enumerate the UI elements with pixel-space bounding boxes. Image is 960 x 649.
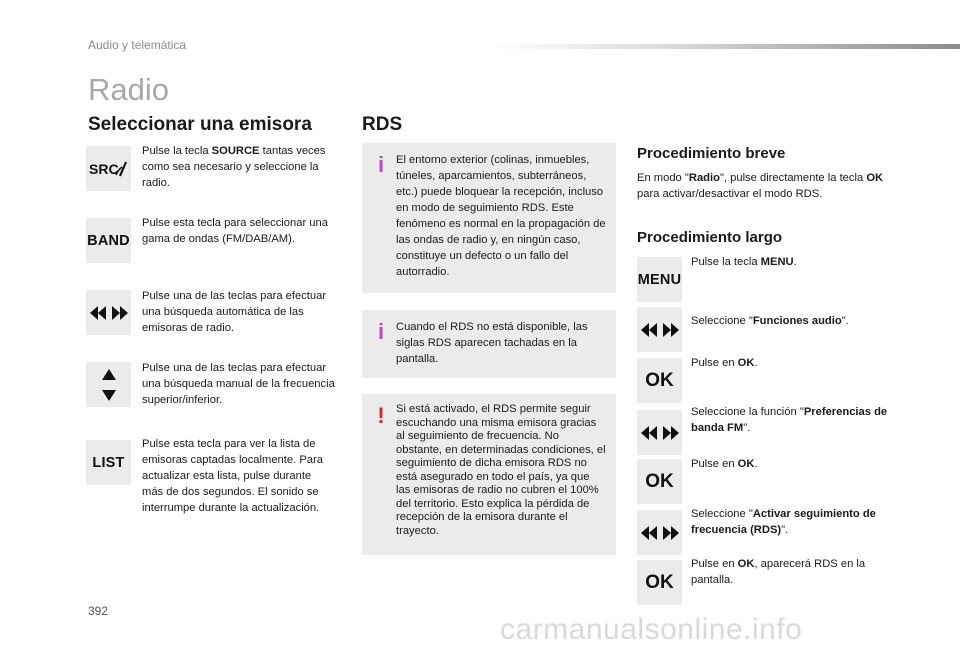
seek-keys-icon [637,510,682,555]
step-5-text: Pulse en OK. [691,458,758,470]
step-1-text: Pulse la tecla MENU. [691,256,797,268]
ok-key: OK [637,459,682,504]
band-key: BAND [86,218,131,263]
warning-icon: ! [377,403,385,428]
src-key-icon [86,146,131,191]
header-gradient-bar [490,44,960,49]
page-number: 392 [88,604,109,618]
seek-keys-icon [86,290,131,335]
select-station-heading: Seleccionar una emisora [88,114,312,135]
src-instruction: Pulse la tecla SOURCE tantas veces como sea necesario y seleccione la radio. [142,145,326,189]
step-7-text: Pulse en OK, aparecerá RDS en la pantalla. [691,558,866,586]
seek-keys-icon [637,307,682,352]
list-instruction: Pulse esta tecla para ver la lista de emisoras captadas localmente. Para actualizar esta lista, pulse durante más de dos segundos. El sonido se interrumpe durante la actualización. [142,438,323,514]
ok-key: OK [637,358,682,403]
band-instruction: Pulse esta tecla para seleccionar una gama de ondas (FM/DAB/AM). [142,217,328,245]
up-down-keys-icon [86,362,131,407]
step-3-text: Pulse en OK. [691,357,758,369]
info-note-rds-unavailable [362,310,616,378]
step-2-text: Seleccione "Funciones audio". [691,315,849,327]
section-label: Audio y telemática [88,38,187,52]
step-4-text: Seleccione la función "Preferencias de banda FM". [691,406,888,434]
warning-note-rds-tracking [362,394,616,555]
seek-instruction: Pulse una de las teclas para efectuar una búsqueda automática de las emisoras de radio. [142,290,327,334]
short-procedure-text: En modo "Radio", pulse directamente la tecla OK para activar/desactivar el modo RDS. [637,172,884,200]
watermark: carmanualsonline.info [500,613,803,646]
long-procedure-heading: Procedimiento largo [637,229,783,246]
page-title: Radio [88,72,169,107]
info-icon: i [377,152,385,177]
note-text: El entorno exterior (colinas, inmuebles, túneles, aparcamientos, subterráneos, etc.) puede bloquear la recepción, incluso en modo de seguimiento RDS. Este fenómeno es normal en la propagación de las ondas de radio y, en ningún caso, constituye un defecto o un fallo del autorradio. [396,154,606,278]
rds-heading: RDS [362,114,403,135]
info-note-environment [362,143,616,293]
info-icon: i [377,319,385,344]
menu-key: MENU [637,257,682,302]
list-key: LIST [86,440,131,485]
step-6-text: Seleccione "Activar seguimiento de frecuencia (RDS)". [691,508,876,536]
note-text: Cuando el RDS no está disponible, las siglas RDS aparecen tachadas en la pantalla. [396,321,588,365]
seek-keys-icon [637,410,682,455]
manual-search-instruction: Pulse una de las teclas para efectuar una búsqueda manual de la frecuencia superior/inferior. [142,362,335,406]
ok-key: OK [637,560,682,605]
short-procedure-heading: Procedimiento breve [637,145,786,162]
src-key-label: SRC [88,160,119,177]
note-text: Si está activado, el RDS permite seguir escuchando una misma emisora gracias al seguimiento de frecuencia. No obstante, en determinadas condiciones, el seguimiento de dicha emisora RDS no está asegurado en todo el país, ya que las emisoras de radio no cubren el 100% del territorio. Esto explica la pérdida de recepción de la emisora durante el trayecto. [396,403,606,537]
